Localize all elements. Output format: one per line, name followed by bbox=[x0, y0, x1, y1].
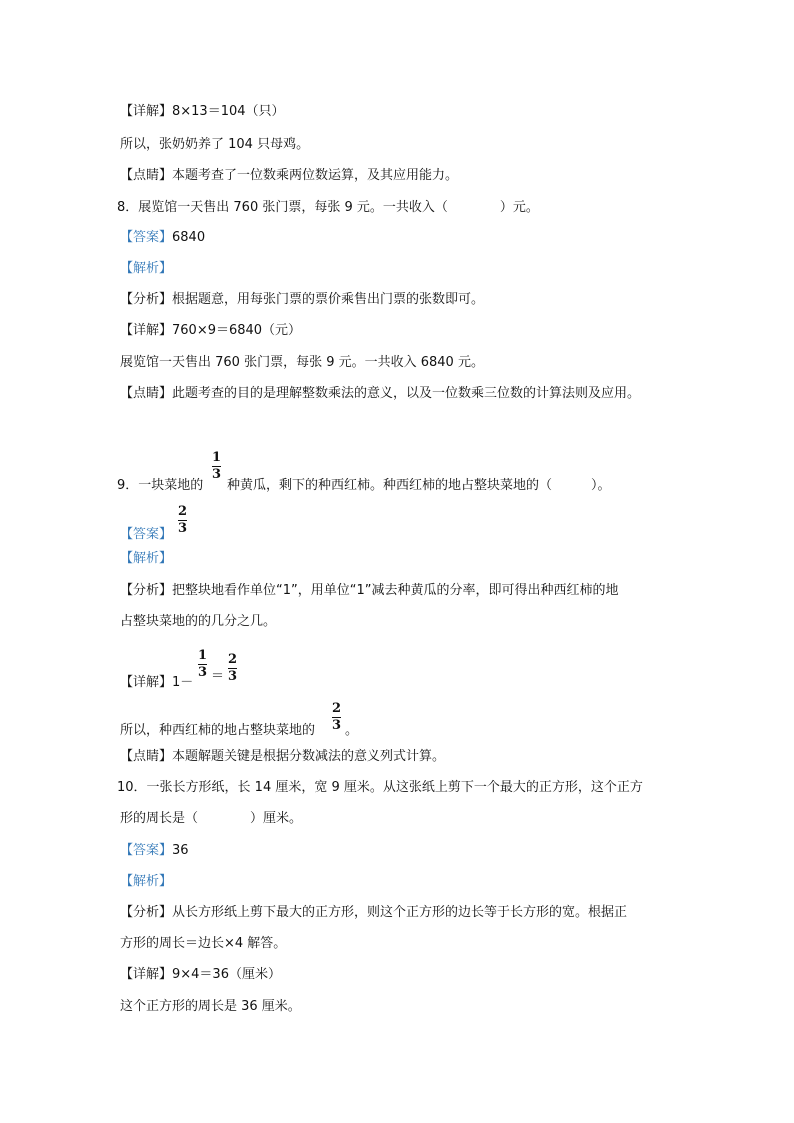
reasoning-line-q10-1: 【分析】从长方形纸上剪下最大的正方形，则这个正方形的边长等于长方形的宽。根据正 bbox=[120, 905, 628, 920]
answer-line-q8 bbox=[120, 229, 205, 247]
fraction-one-third-detail: 1 3 bbox=[198, 648, 208, 680]
comment-line-q9: 【点睛】本题解题关键是根据分数减法的意义列式计算。 bbox=[120, 749, 446, 764]
answer-value: 6840 bbox=[172, 230, 206, 245]
comment-line-q8: 【点睛】此题考查的目的是理解整数乘法的意义，以及一位数乘三位数的计算法则及应用。 bbox=[120, 386, 641, 401]
answer-value: 36 bbox=[172, 843, 189, 858]
fraction-two-thirds-detail: 2 3 bbox=[228, 652, 238, 684]
answer-line-q10 bbox=[120, 842, 189, 860]
question-10-line2: 形的周长是（ ）厘米。 bbox=[120, 811, 303, 826]
question-10-line1: 10．一张长方形纸，长 14 厘米，宽 9 厘米。从这张纸上剪下一个最大的正方形，这个正方 bbox=[117, 780, 643, 795]
answer-tag: 【答案】 bbox=[120, 843, 173, 858]
reasoning-line-q10-2: 方形的周长＝边长×4 解答。 bbox=[120, 936, 287, 951]
analysis-tag-q8: 【解析】 bbox=[120, 261, 173, 276]
detail-line-q10: 【详解】9×4＝36（厘米） bbox=[120, 967, 281, 982]
equals-sign: ＝ bbox=[211, 669, 225, 684]
conclusion-line-q7: 所以，张奶奶养了 104 只母鸡。 bbox=[120, 137, 310, 152]
detail-line-q9: 【详解】1－ bbox=[120, 675, 194, 690]
question-9-part2: 种黄瓜，剩下的种西红柿。种西红柿的地占整块菜地的（ ）。 bbox=[227, 478, 611, 493]
answer-tag: 【答案】 bbox=[120, 527, 173, 542]
reasoning-line-q8: 【分析】根据题意，用每张门票的票价乘售出门票的张数即可。 bbox=[120, 292, 485, 307]
answer-tag: 【答案】 bbox=[120, 230, 173, 245]
question-8: 8．展览馆一天售出 760 张门票，每张 9 元。一共收入（ ）元。 bbox=[117, 200, 539, 215]
conclusion-line-q10: 这个正方形的周长是 36 厘米。 bbox=[120, 999, 301, 1014]
comment-line-q7: 【点睛】本题考查了一位数乘两位数运算，及其应用能力。 bbox=[120, 168, 459, 183]
fraction-two-thirds-conclusion: 2 3 bbox=[332, 701, 342, 733]
analysis-tag-q10: 【解析】 bbox=[120, 874, 173, 889]
answer-line-q9 bbox=[120, 526, 172, 544]
detail-line-q8: 【详解】760×9＝6840（元） bbox=[120, 323, 302, 338]
fraction-answer-q9: 2 3 bbox=[178, 504, 188, 536]
period: 。 bbox=[345, 723, 359, 738]
question-9-part1: 9．一块菜地的 bbox=[117, 478, 204, 493]
reasoning-line-q9-2: 占整块菜地的的几分之几。 bbox=[120, 614, 277, 629]
reasoning-line-q9-1: 【分析】把整块地看作单位“1”，用单位“1”减去种黄瓜的分率，即可得出种西红柿的地 bbox=[120, 583, 619, 598]
conclusion-line-q9: 所以，种西红柿的地占整块菜地的 bbox=[120, 723, 316, 738]
conclusion-line-q8: 展览馆一天售出 760 张门票，每张 9 元。一共收入 6840 元。 bbox=[120, 355, 484, 370]
fraction-one-third-q9: 1 3 bbox=[212, 450, 222, 482]
analysis-tag-q9: 【解析】 bbox=[120, 551, 173, 566]
detail-line-q7: 【详解】8×13＝104（只） bbox=[120, 104, 285, 119]
